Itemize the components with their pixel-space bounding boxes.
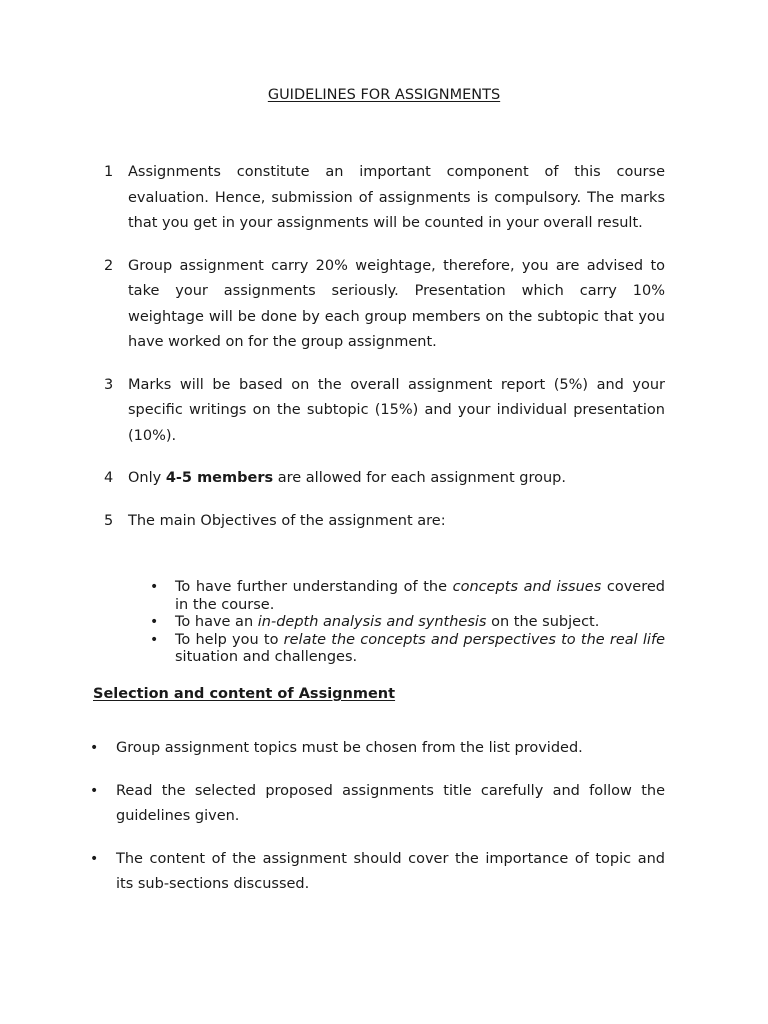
guidelines-numbered-list xyxy=(100,160,665,551)
objective-item xyxy=(150,632,665,667)
objective-text-italic: relate the concepts and perspectives to the real life xyxy=(283,631,665,648)
item-number: 4 xyxy=(104,470,114,486)
bullet-icon: • xyxy=(90,782,99,799)
numbered-item xyxy=(100,160,665,237)
item-text: Group assignment carry 20% weightage, therefore, you are advised to take your assignments seriously. Presentation which carry 10% weightage will be done by each group members on the subtopic that you have worked on for the group assignment. xyxy=(128,257,665,350)
numbered-item xyxy=(100,373,665,450)
objective-item xyxy=(150,614,665,632)
numbered-item xyxy=(100,509,665,535)
section-heading: Selection and content of Assignment xyxy=(93,686,396,702)
objective-text-post: on the subject. xyxy=(486,614,600,630)
objective-text-post: situation and challenges. xyxy=(175,649,358,665)
bullet-icon: • xyxy=(90,740,99,756)
bullet-icon: • xyxy=(150,579,159,595)
bullet-icon: • xyxy=(90,850,99,867)
objective-text-italic: concepts and issues xyxy=(452,579,602,595)
item-text: The main Objectives of the assignment are: xyxy=(128,512,446,529)
item-text: Assignments constitute an important component of this course evaluation. Hence, submission of assignments is compulsory. The marks that you get in your assignments will be counted in your overall result. xyxy=(128,164,665,231)
objective-text-post: covered in the course. xyxy=(175,579,665,613)
page-title-text: GUIDELINES FOR ASSIGNMENTS xyxy=(267,87,501,103)
objectives-list xyxy=(150,579,665,667)
objective-text-pre: To help you to xyxy=(175,631,284,648)
objective-item xyxy=(150,579,665,614)
selection-item xyxy=(90,847,665,898)
item-number: 3 xyxy=(104,376,114,393)
item-text-bold: 4-5 members xyxy=(165,470,274,486)
selection-item xyxy=(90,779,665,830)
objective-text-pre: To have further understanding of the xyxy=(175,579,453,595)
item-text-post: are allowed for each assignment group. xyxy=(273,470,566,486)
bullet-icon: • xyxy=(150,614,159,630)
item-number: 1 xyxy=(104,164,114,180)
selection-item xyxy=(90,736,665,762)
selection-text: Group assignment topics must be chosen from the list provided. xyxy=(116,740,583,756)
item-text-pre: Only xyxy=(128,470,166,486)
selection-text: The content of the assignment should cover the importance of topic and its sub-sections discussed. xyxy=(116,850,665,892)
numbered-item xyxy=(100,254,665,356)
page-title xyxy=(0,87,768,103)
numbered-item xyxy=(100,466,665,492)
objective-text-pre: To have an xyxy=(175,614,258,630)
item-text: Marks will be based on the overall assignment report (5%) and your specific writings on the subtopic (15%) and your individual presentation (10%). xyxy=(128,376,665,444)
selection-list xyxy=(90,736,665,915)
item-number: 5 xyxy=(104,512,114,529)
item-number: 2 xyxy=(104,257,114,274)
objective-text-italic: in-depth analysis and synthesis xyxy=(257,614,487,630)
bullet-icon: • xyxy=(150,631,159,648)
selection-text: Read the selected proposed assignments title carefully and follow the guidelines given. xyxy=(116,782,665,824)
